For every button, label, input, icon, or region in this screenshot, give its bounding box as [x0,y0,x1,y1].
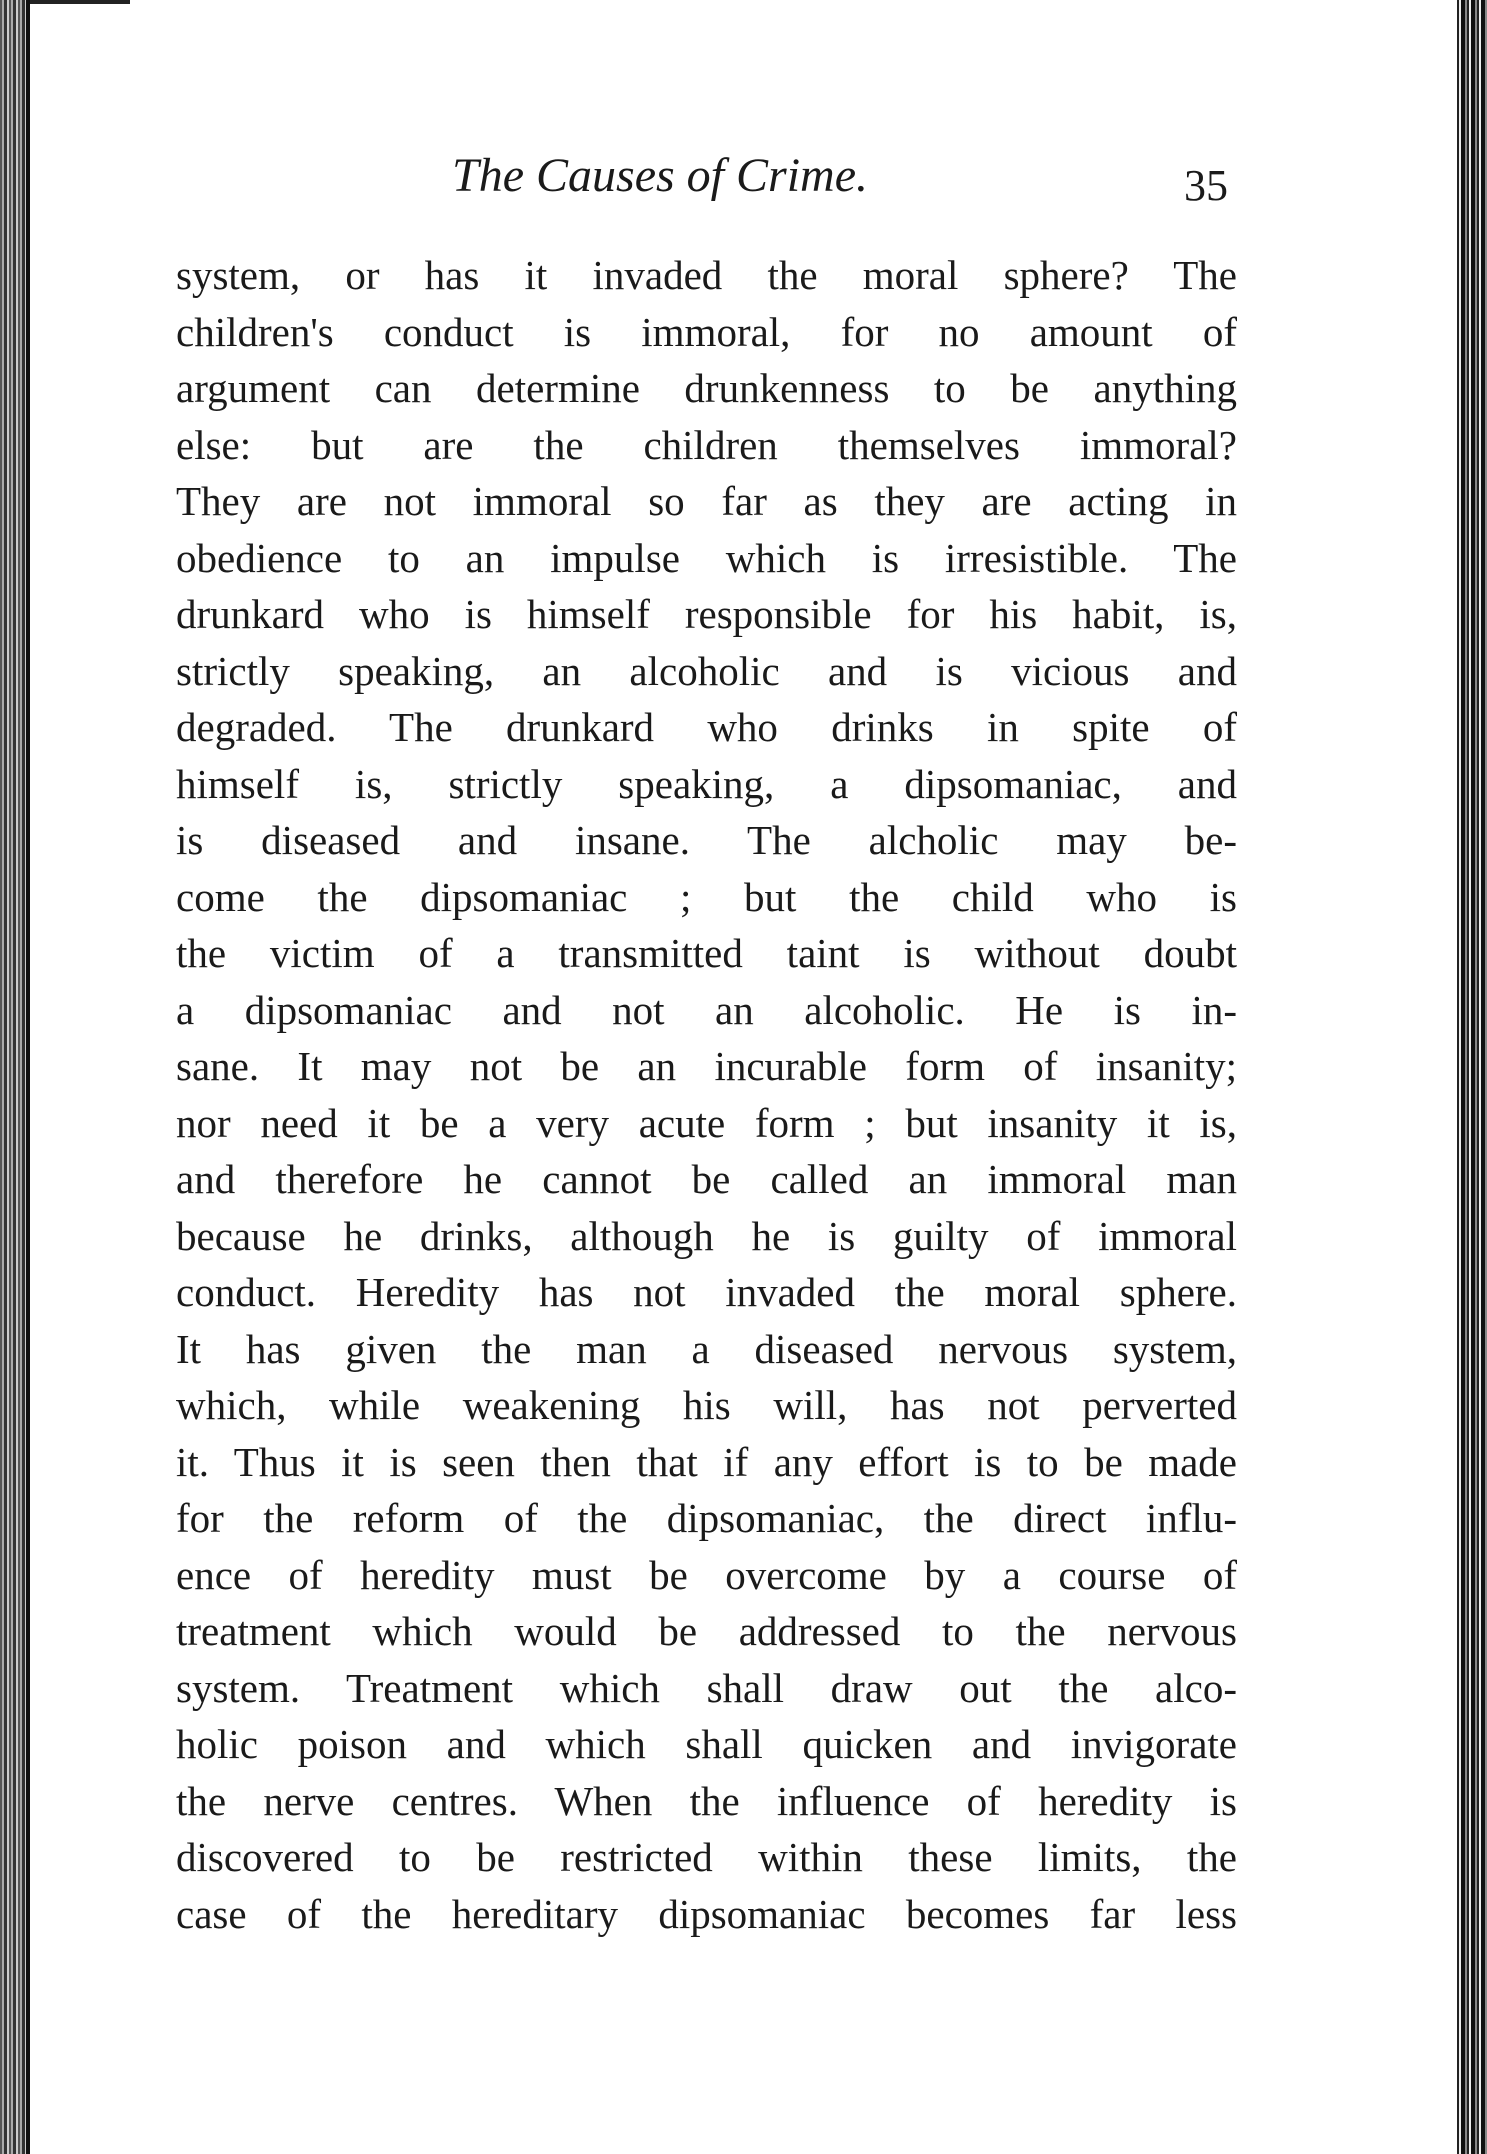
running-title: The Causes of Crime. [452,149,869,202]
text-line: case of the hereditary dipsomaniac becomes far less [176,1890,1237,1937]
text-line: and therefore he cannot be called an immoral man [176,1156,1237,1202]
text-line: for the reform of the dipsomaniac, the direct influ- [176,1495,1237,1541]
text-line: because he drinks, although he is guilty of immoral [176,1212,1237,1259]
page-edge-right [1457,0,1487,2154]
text-line: nor need it be a very acute form ; but insanity it is, [176,1099,1237,1146]
text-line: holic poison and which shall quicken and invigorate [176,1721,1237,1767]
text-line: sane. It may not be an incurable form of insanity; [176,1043,1237,1089]
text-line: It has given the man a diseased nervous system, [176,1325,1237,1372]
text-line: discovered to be restricted within these limits, the [176,1834,1237,1880]
text-line: system, or has it invaded the moral sphere? The [176,252,1237,298]
text-line: which, while weakening his will, has not perverted [176,1382,1237,1428]
text-line: argument can determine drunkenness to be anything [176,365,1237,411]
text-line: degraded. The drunkard who drinks in spite of [176,704,1237,750]
text-line: drunkard who is himself responsible for his habit, is, [176,591,1237,637]
text-line: else: but are the children themselves immoral? [176,421,1237,468]
text-line: system. Treatment which shall draw out the alco- [176,1664,1237,1711]
text-line: ence of heredity must be overcome by a course of [176,1551,1237,1598]
text-line: a dipsomaniac and not an alcoholic. He is in- [176,986,1237,1033]
text-line: children's conduct is immoral, for no amount of [176,308,1237,355]
text-line: obedience to an impulse which is irresistible. The [176,534,1237,581]
text-line: is diseased and insane. The alcholic may be- [176,817,1237,863]
text-line: They are not immoral so far as they are acting in [176,478,1237,524]
text-line: conduct. Heredity has not invaded the moral sphere. [176,1269,1237,1315]
body-text [176,247,1237,1942]
text-line: the victim of a transmitted taint is without doubt [176,930,1237,976]
binding-edge-left [0,0,26,2154]
text-line: strictly speaking, an alcoholic and is vicious and [176,647,1237,694]
page-number: 35 [1184,161,1228,210]
text-line: the nerve centres. When the influence of heredity is [176,1777,1237,1824]
text-line: himself is, strictly speaking, a dipsomaniac, and [176,760,1237,807]
text-line: treatment which would be addressed to the nervous [176,1608,1237,1654]
text-line: it. Thus it is seen then that if any effort is to be made [176,1438,1237,1485]
text-line: come the dipsomaniac ; but the child who is [176,873,1237,920]
